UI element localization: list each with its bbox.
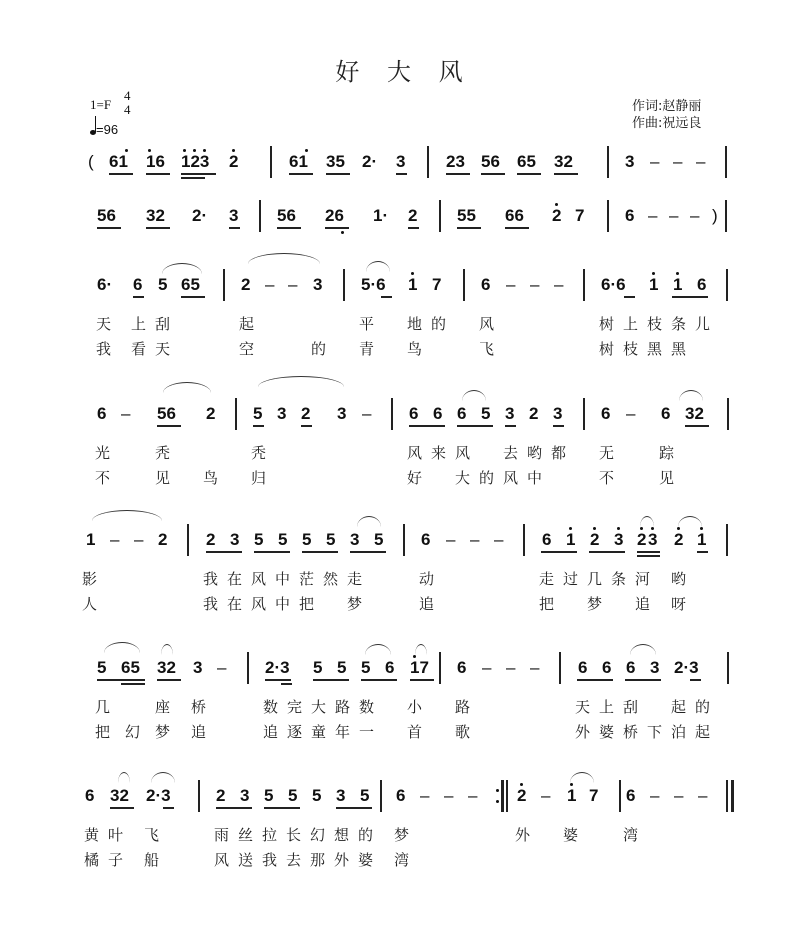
note: 2· — [362, 152, 378, 171]
bar-line — [607, 200, 609, 232]
bar-line — [223, 269, 225, 301]
note: 35 — [326, 152, 345, 171]
note: 61 — [289, 152, 308, 171]
note: 123 — [181, 152, 210, 171]
note: 2 — [229, 152, 239, 171]
bar-line — [259, 200, 261, 232]
bar-line — [726, 269, 728, 301]
bar-line — [727, 652, 729, 684]
close-paren: ) — [712, 206, 718, 225]
bar-line — [583, 398, 585, 430]
note: 56 — [481, 152, 500, 171]
bar-line — [463, 269, 465, 301]
lyricist: 作词:赵静丽 — [632, 99, 702, 114]
time-signature — [124, 89, 131, 117]
key-signature: 1=F — [90, 97, 112, 112]
bar-line — [380, 780, 382, 812]
bar-line — [403, 524, 405, 556]
bar-line — [619, 780, 621, 812]
composer: 作曲:祝远良 — [632, 116, 702, 131]
repeat-end-barline — [501, 780, 504, 812]
bar-line — [727, 398, 729, 430]
bar-line — [583, 269, 585, 301]
bar-line — [607, 146, 609, 178]
tempo-value: =96 — [96, 122, 119, 137]
bar-line — [725, 200, 727, 232]
note: 61 — [109, 152, 128, 171]
bar-line — [198, 780, 200, 812]
time-signature-bottom: 4 — [124, 102, 131, 117]
bar-line — [235, 398, 237, 430]
bar-line — [439, 652, 441, 684]
bar-line — [726, 524, 728, 556]
note: 3 — [625, 152, 635, 171]
repeat-dot — [496, 800, 499, 803]
repeat-dot — [496, 789, 499, 792]
bar-line — [187, 524, 189, 556]
note: 3 — [396, 152, 406, 171]
open-paren: ( — [88, 152, 94, 171]
note: 32 — [554, 152, 573, 171]
tempo-marking — [90, 122, 118, 137]
score-title: 好 大 风 — [335, 58, 473, 86]
bar-line — [559, 652, 561, 684]
bar-line — [343, 269, 345, 301]
note: 65 — [517, 152, 536, 171]
time-signature-top: 4 — [124, 88, 131, 103]
bar-line — [391, 398, 393, 430]
bar-line — [439, 200, 441, 232]
note: 23 — [446, 152, 465, 171]
bar-line — [270, 146, 272, 178]
bar-line — [523, 524, 525, 556]
credits — [632, 98, 701, 132]
note: 16 — [146, 152, 165, 171]
final-barline — [726, 780, 728, 812]
bar-line — [427, 146, 429, 178]
quarter-note-icon — [90, 130, 96, 135]
bar-line — [725, 146, 727, 178]
bar-line — [247, 652, 249, 684]
